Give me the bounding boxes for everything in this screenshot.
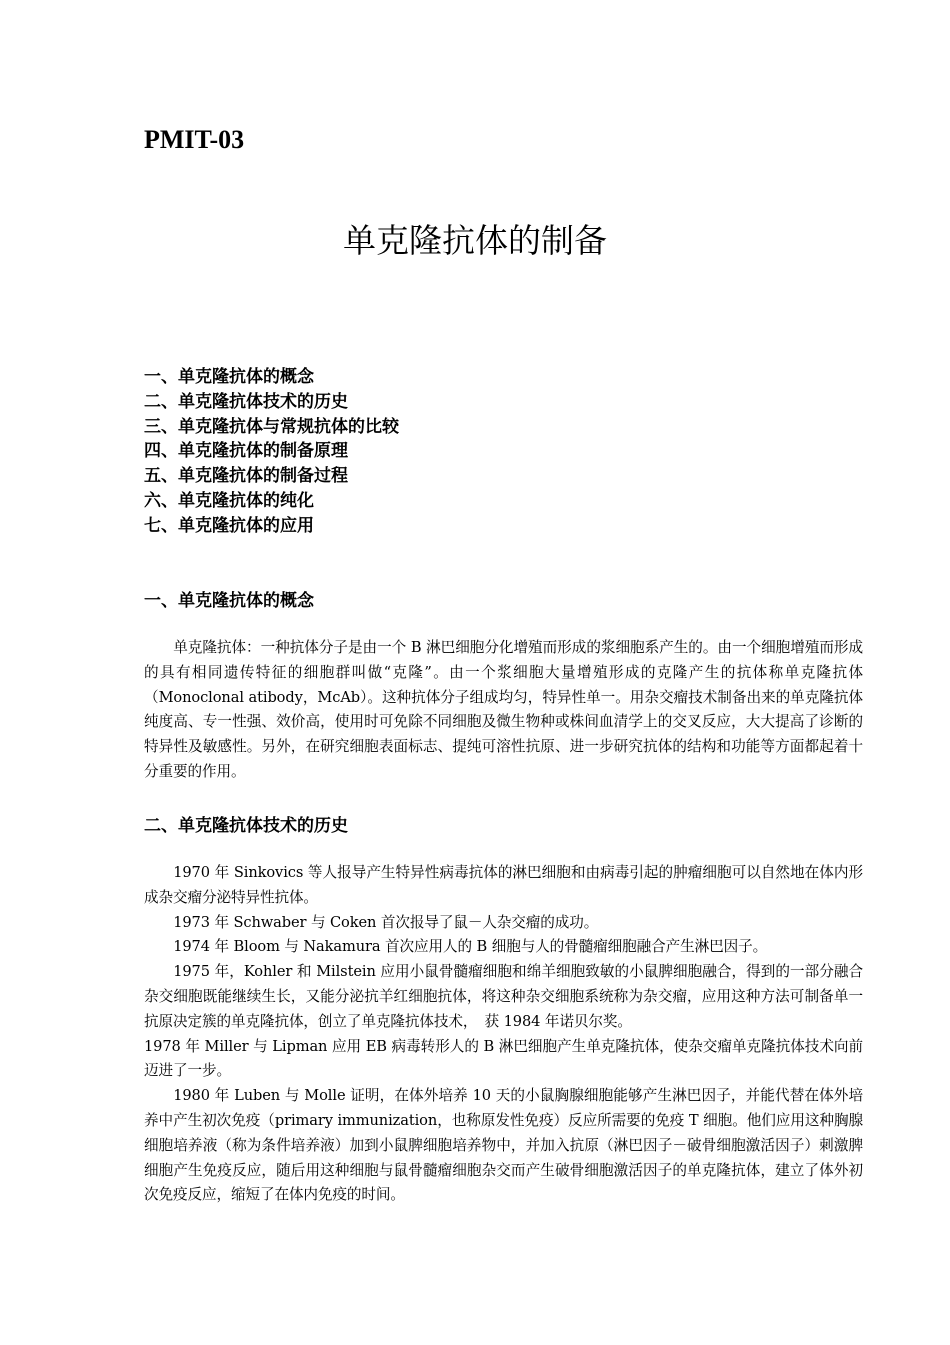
paragraph: 1980 年 Luben 与 Molle 证明，在体外培养 10 天的小鼠胸腺细胞能够产生淋巴因子，并能代替在体外培养中产生初次免疫（primary immunization，也称原发性免疫）反应所需要的免疫 T 细胞。他们应用这种胸腺细胞培养液（称为条件培养液）加到小鼠脾细胞培养物中，并加入抗原（淋巴因子－破骨细胞激活因子）刺激脾细胞产生免疫反应，随后用这种细胞与鼠骨髓瘤细胞杂交而产生破骨细胞激活因子的单克隆抗体，建立了体外初次免疫反应，缩短了在体内免疫的时间。	[144, 1087, 863, 1204]
section-heading-concept: 一、单克隆抗体的概念	[144, 591, 314, 611]
document-title: 单克隆抗体的制备	[343, 221, 607, 260]
paragraph: 1975 年，Kohler 和 Milstein 应用小鼠骨髓瘤细胞和绵羊细胞致敏的小鼠脾细胞融合，得到的一部分融合杂交细胞既能继续生长，又能分泌抗羊红细胞抗体，将这种杂交细胞系统称为杂交瘤，应用这种方法可制备单一抗原决定簇的单克隆抗体，创立了单克隆抗体技术， 获 1984 年诺贝尔奖。	[144, 963, 863, 1030]
section-body-concept	[144, 636, 863, 785]
toc-item: 四、单克隆抗体的制备原理	[144, 441, 348, 462]
paragraph: 单克隆抗体：一种抗体分子是由一个 B 淋巴细胞分化增殖而形成的浆细胞系产生的。由一个细胞增殖而形成的具有相同遗传特征的细胞群叫做“克隆”。由一个浆细胞大量增殖形成的克隆产生的抗体称单克隆抗体（Monoclonal atibody，McAb）。这种抗体分子组成均匀，特异性单一。用杂交瘤技术制备出来的单克隆抗体纯度高、专一性强、效价高，使用时可免除不同细胞及微生物种或株间血清学上的交叉反应，大大提高了诊断的特异性及敏感性。另外，在研究细胞表面标志、提纯可溶性抗原、进一步研究抗体的结构和功能等方面都起着十分重要的作用。	[144, 639, 863, 780]
toc-item: 二、单克隆抗体技术的历史	[144, 391, 348, 412]
toc-item: 七、单克隆抗体的应用	[144, 515, 314, 536]
document-code: PMIT-03	[144, 125, 245, 154]
paragraph: 1978 年 Miller 与 Lipman 应用 EB 病毒转形人的 B 淋巴细胞产生单克隆抗体，使杂交瘤单克隆抗体技术向前迈进了一步。	[144, 1037, 863, 1080]
paragraph: 1974 年 Bloom 与 Nakamura 首次应用人的 B 细胞与人的骨髓瘤细胞融合产生淋巴因子。	[173, 938, 768, 956]
table-of-contents	[144, 365, 399, 539]
paragraph: 1970 年 Sinkovics 等人报导产生特异性病毒抗体的淋巴细胞和由病毒引起的肿瘤细胞可以自然地在体内形成杂交瘤分泌特异性抗体。	[144, 864, 863, 906]
paragraph: 1973 年 Schwaber 与 Coken 首次报导了鼠－人杂交瘤的成功。	[173, 913, 599, 931]
toc-item: 一、单克隆抗体的概念	[144, 367, 314, 387]
section-heading-history: 二、单克隆抗体技术的历史	[144, 816, 348, 836]
toc-item: 三、单克隆抗体与常规抗体的比较	[144, 416, 399, 437]
toc-item: 五、单克隆抗体的制备过程	[144, 466, 348, 487]
section-body-history	[144, 861, 863, 1208]
toc-item: 六、单克隆抗体的纯化	[144, 490, 314, 511]
